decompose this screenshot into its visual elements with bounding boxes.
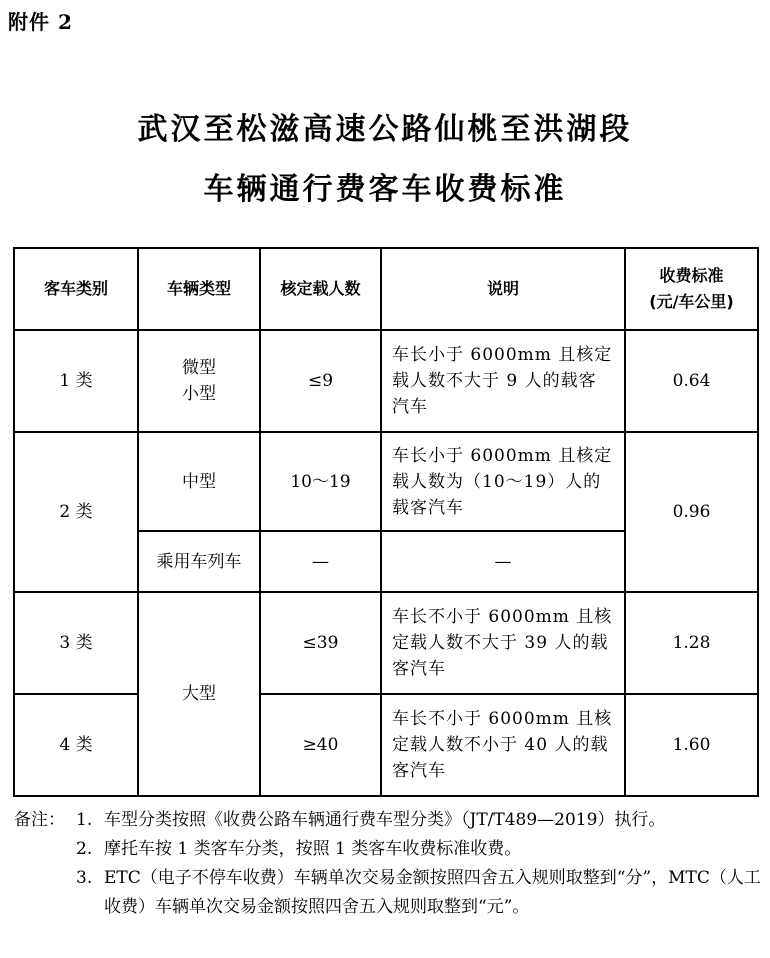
cell-rate: 0.96	[625, 432, 758, 592]
note-text: 摩托车按 1 类客车分类，按照 1 类客车收费标准收费。	[104, 839, 522, 859]
cell-capacity: ≤39	[260, 592, 381, 694]
cell-vehicle-type: 中型	[138, 432, 260, 531]
note-number: 2.	[76, 839, 93, 859]
table-row	[14, 592, 758, 694]
cell-rate: 1.60	[625, 694, 758, 796]
cell-category: 3 类	[14, 592, 138, 694]
table-header-row	[14, 248, 758, 330]
note-text-1-wrap	[76, 806, 764, 835]
cell-vehicle-type: 乘用车列车	[138, 531, 260, 592]
cell-capacity: ≤9	[260, 330, 381, 432]
cell-capacity: 10～19	[260, 432, 381, 531]
cell-vehicle-type: 微型 小型	[138, 330, 260, 432]
cell-rate: 0.64	[625, 330, 758, 432]
header-capacity: 核定载人数	[260, 248, 381, 330]
note-number: 3.	[76, 868, 93, 888]
header-category: 客车类别	[14, 248, 138, 330]
note-text: ETC（电子不停车收费）车辆单次交易金额按照四舍五入规则取整到“分”，MTC（人工收费）车辆单次交易金额按照四舍五入规则取整到“元”。	[104, 868, 761, 917]
note-item	[14, 864, 764, 922]
note-item	[14, 835, 764, 864]
table-row	[14, 432, 758, 531]
note-number: 1.	[76, 810, 93, 830]
header-description: 说明	[381, 248, 625, 330]
note-item	[14, 806, 764, 835]
cell-category: 1 类	[14, 330, 138, 432]
cell-description: 车长小于 6000mm 且核定载人数不大于 9 人的载客汽车	[381, 330, 625, 432]
document-title-line1: 武汉至松滋高速公路仙桃至洪湖段	[137, 112, 633, 147]
cell-description: 车长小于 6000mm 且核定载人数为（10～19）人的载客汽车	[381, 432, 625, 531]
table-row	[14, 330, 758, 432]
header-vehicle-type: 车辆类型	[138, 248, 260, 330]
fee-standard-table	[13, 247, 759, 797]
cell-category: 4 类	[14, 694, 138, 796]
cell-vehicle-type: 大型	[138, 592, 260, 796]
notes-label: 备注：	[14, 810, 65, 830]
cell-description: 车长不小于 6000mm 且核定载人数不大于 39 人的载客汽车	[381, 592, 625, 694]
note-text: 车型分类按照《收费公路车辆通行费车型分类》（JT/T489—2019）执行。	[104, 810, 666, 830]
cell-description: 车长不小于 6000mm 且核定载人数不小于 40 人的载客汽车	[381, 694, 625, 796]
header-rate: 收费标准 (元/车公里)	[625, 248, 758, 330]
cell-category: 2 类	[14, 432, 138, 592]
table-row	[14, 694, 758, 796]
cell-capacity: —	[260, 531, 381, 592]
cell-description: —	[381, 531, 625, 592]
cell-capacity: ≥40	[260, 694, 381, 796]
document-title-line2: 车辆通行费客车收费标准	[203, 172, 567, 207]
notes-section	[14, 806, 764, 922]
cell-rate: 1.28	[625, 592, 758, 694]
attachment-label: 附件 2	[8, 10, 73, 34]
